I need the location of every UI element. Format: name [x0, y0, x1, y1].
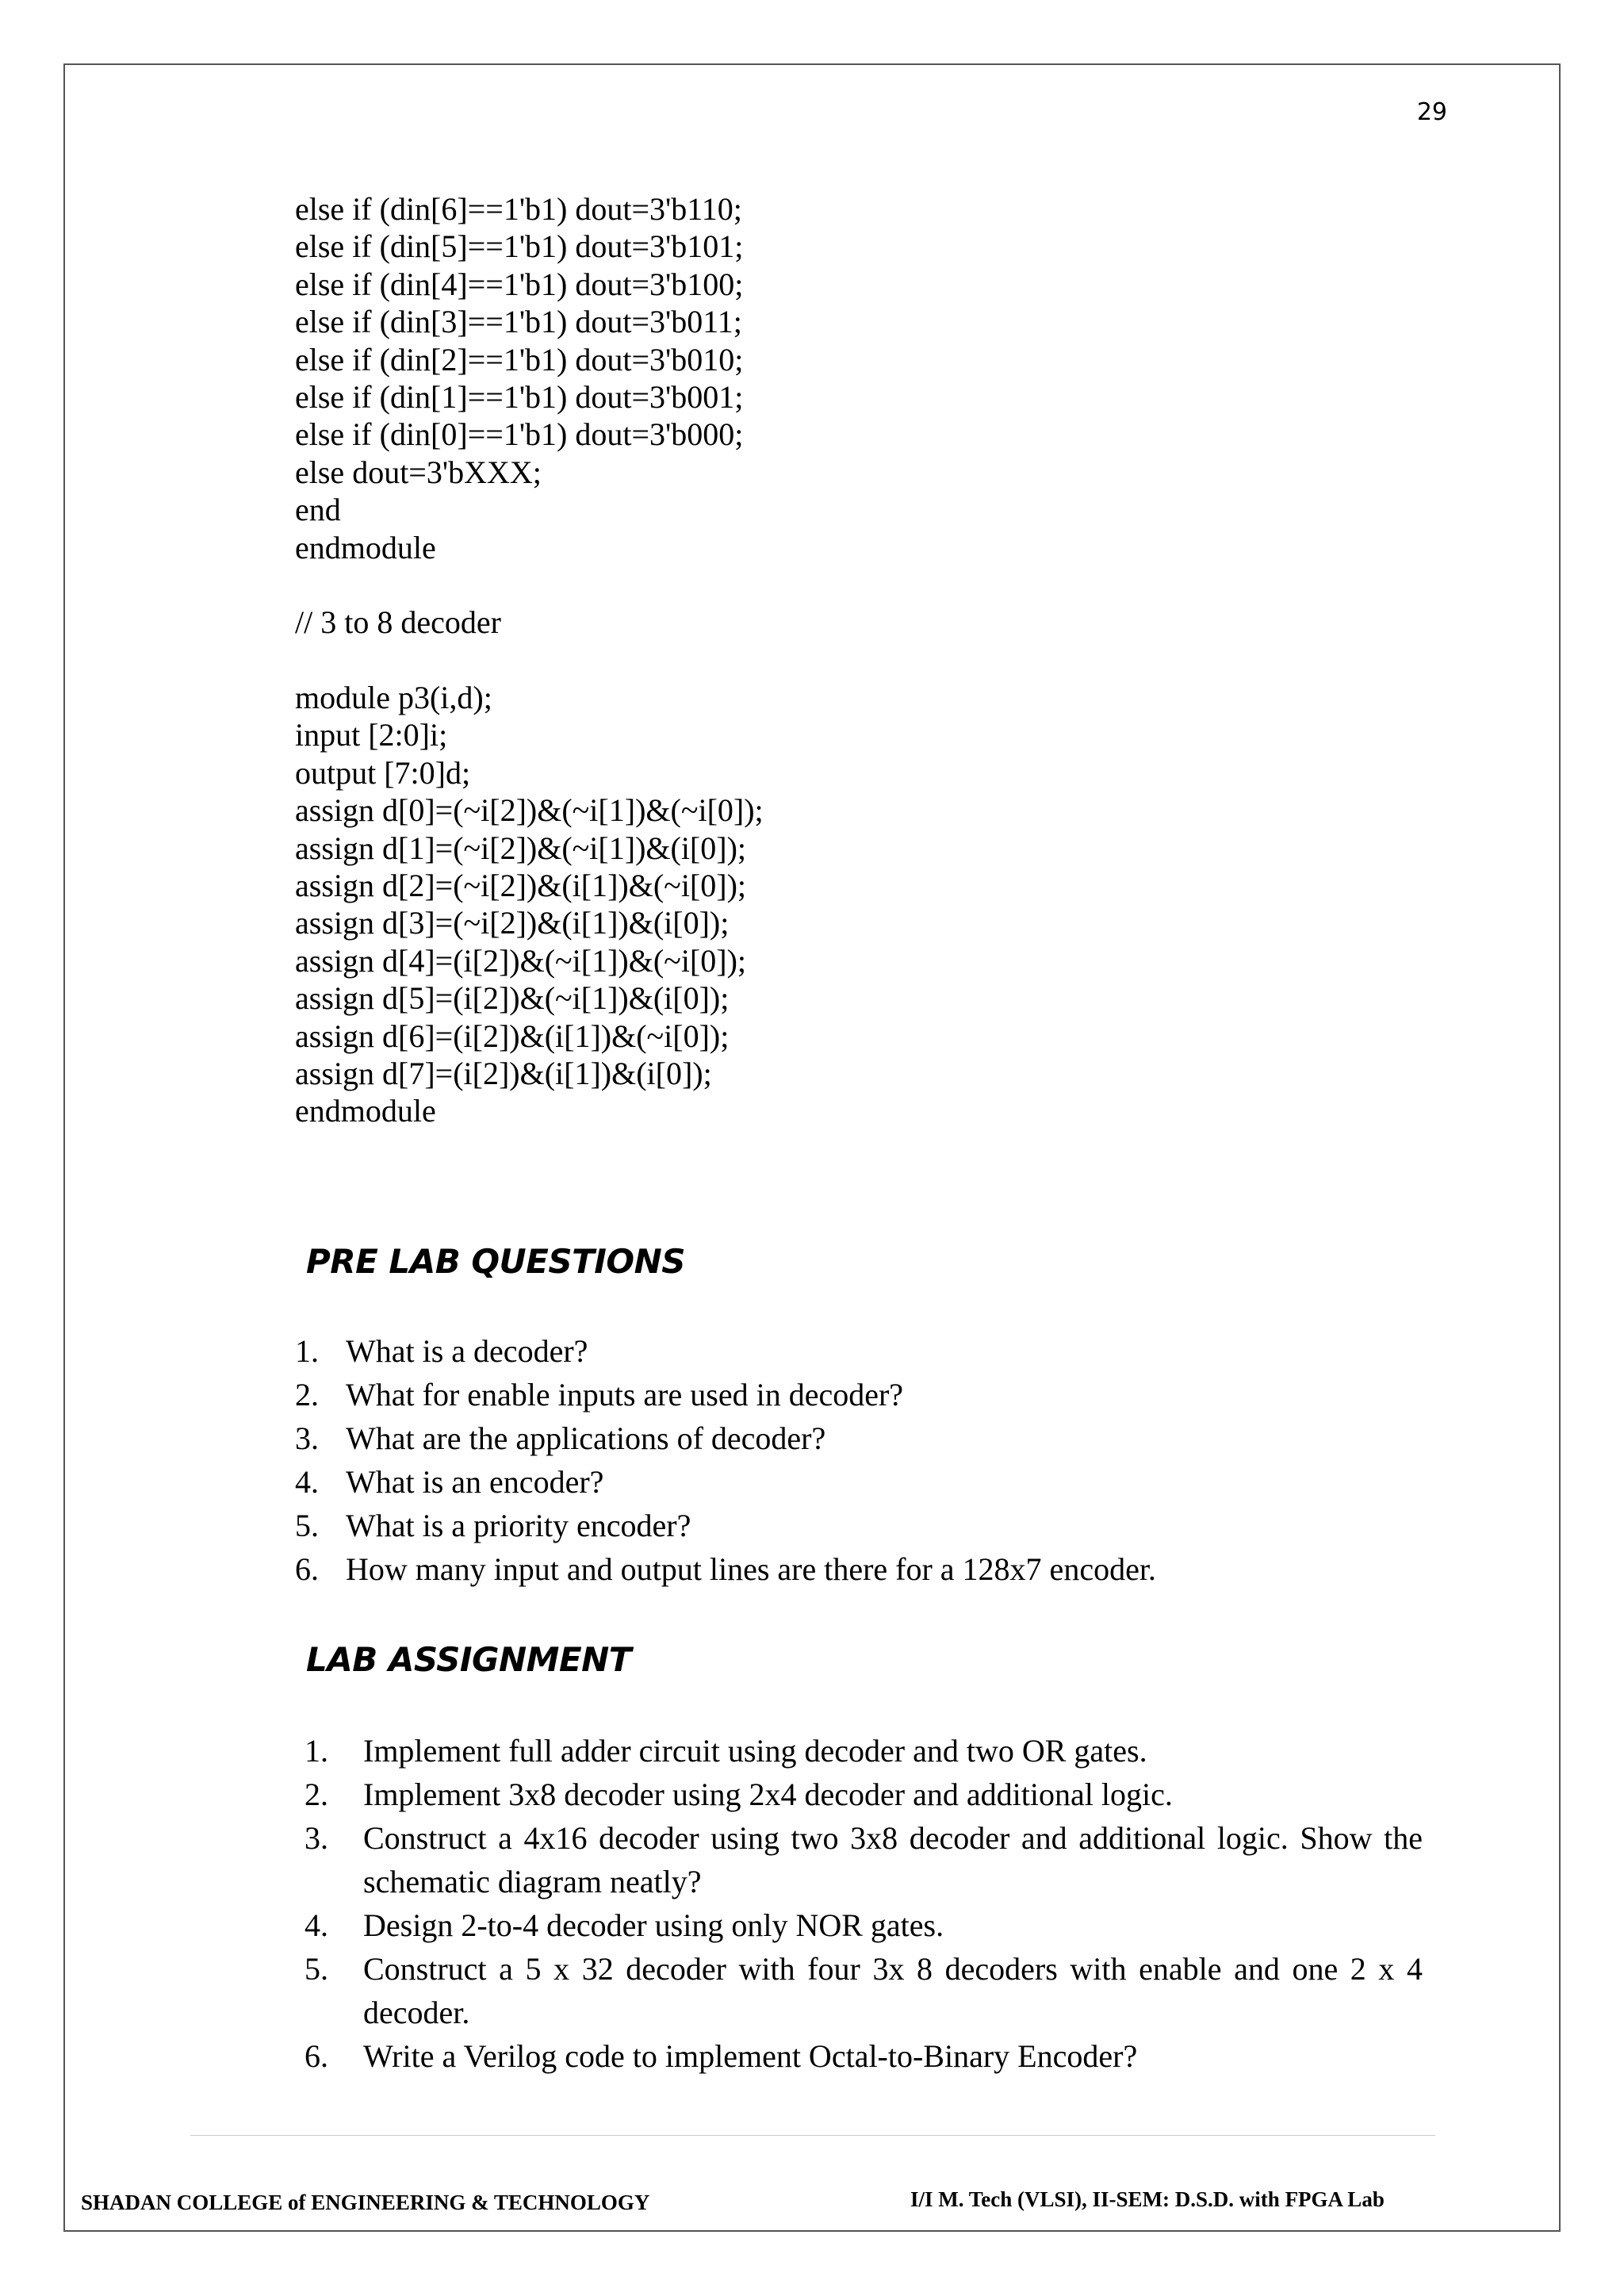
pre-lab-question-list: [295, 1329, 1421, 1591]
list-item: [295, 1329, 1421, 1373]
item-number: 3.: [304, 1820, 328, 1856]
item-number: 5.: [295, 1508, 319, 1543]
item-text: Construct a 4x16 decoder using two 3x8 decoder and additional logic. Show the schematic diagram neatly?: [363, 1820, 1423, 1899]
item-number: 1.: [304, 1733, 328, 1769]
item-text: What is a decoder?: [346, 1333, 588, 1369]
code-line: input [2:0]i;: [295, 717, 448, 753]
item-number: 1.: [295, 1333, 319, 1369]
code-line: else if (din[3]==1'b1) dout=3'b011;: [295, 304, 742, 340]
code-comment: // 3 to 8 decoder: [295, 604, 501, 641]
list-item: [304, 1773, 1423, 1816]
list-item: [295, 1460, 1421, 1504]
list-item: [304, 1947, 1423, 2034]
pre-lab-heading: PRE LAB QUESTIONS: [306, 1242, 685, 1281]
list-item: [295, 1504, 1421, 1547]
code-line: else if (din[0]==1'b1) dout=3'b000;: [295, 416, 744, 453]
item-number: 4.: [295, 1464, 319, 1500]
list-item: [295, 1373, 1421, 1416]
code-line: else if (din[6]==1'b1) dout=3'b110;: [295, 191, 742, 227]
code-line: endmodule: [295, 1093, 436, 1129]
code-line: endmodule: [295, 529, 436, 565]
list-item: [295, 1547, 1421, 1591]
list-item: [304, 1816, 1423, 1903]
code-line: module p3(i,d);: [295, 680, 492, 716]
list-item: [304, 2034, 1423, 2078]
code-line: else if (din[5]==1'b1) dout=3'b101;: [295, 228, 744, 265]
code-listing: [295, 190, 1405, 1130]
code-line: else if (din[2]==1'b1) dout=3'b010;: [295, 341, 744, 378]
item-text: What is a priority encoder?: [346, 1508, 691, 1543]
code-line: assign d[2]=(~i[2])&(i[1])&(~i[0]);: [295, 868, 747, 904]
item-text: Write a Verilog code to implement Octal-to-Binary Encoder?: [363, 2038, 1138, 2074]
list-item: [304, 1903, 1423, 1947]
item-text: What is an encoder?: [346, 1464, 604, 1500]
item-text: How many input and output lines are there for a 128x7 encoder.: [346, 1551, 1156, 1587]
item-text: Design 2-to-4 decoder using only NOR gates.: [363, 1907, 944, 1943]
code-line: else if (din[1]==1'b1) dout=3'b001;: [295, 378, 744, 415]
code-line: output [7:0]d;: [295, 754, 471, 791]
item-number: 2.: [304, 1777, 328, 1812]
item-text: Implement full adder circuit using decoder and two OR gates.: [363, 1733, 1147, 1769]
item-number: 3.: [295, 1420, 319, 1456]
lab-assignment-list: [304, 1729, 1423, 2078]
page-number: 29: [1416, 98, 1447, 126]
item-text: Construct a 5 x 32 decoder with four 3x 8 decoders with enable and one 2 x 4 decoder.: [363, 1951, 1423, 2030]
footer-divider: [190, 2135, 1435, 2136]
item-number: 6.: [304, 2038, 328, 2074]
code-line: assign d[3]=(~i[2])&(i[1])&(i[0]);: [295, 905, 730, 941]
list-item: [295, 1416, 1421, 1460]
code-line: else if (din[4]==1'b1) dout=3'b100;: [295, 266, 744, 302]
code-line: end: [295, 492, 341, 528]
item-number: 6.: [295, 1551, 319, 1587]
lab-assignment-heading: LAB ASSIGNMENT: [306, 1640, 631, 1679]
item-text: Implement 3x8 decoder using 2x4 decoder and additional logic.: [363, 1777, 1173, 1812]
item-text: What for enable inputs are used in decoder?: [346, 1377, 904, 1412]
code-line: assign d[0]=(~i[2])&(~i[1])&(~i[0]);: [295, 792, 764, 829]
code-line: assign d[1]=(~i[2])&(~i[1])&(i[0]);: [295, 830, 747, 866]
code-line: assign d[5]=(i[2])&(~i[1])&(i[0]);: [295, 980, 730, 1017]
code-line: assign d[6]=(i[2])&(i[1])&(~i[0]);: [295, 1018, 730, 1054]
footer-course-info: I/I M. Tech (VLSI), II-SEM: D.S.D. with FPGA Lab: [910, 2187, 1385, 2211]
code-line: else dout=3'bXXX;: [295, 454, 542, 490]
item-number: 2.: [295, 1377, 319, 1412]
code-line: assign d[4]=(i[2])&(~i[1])&(~i[0]);: [295, 942, 747, 979]
item-number: 4.: [304, 1907, 328, 1943]
code-line: assign d[7]=(i[2])&(i[1])&(i[0]);: [295, 1055, 712, 1091]
item-text: What are the applications of decoder?: [346, 1420, 826, 1456]
footer-college-name: SHADAN COLLEGE of ENGINEERING & TECHNOLOGY: [81, 2191, 650, 2214]
item-number: 5.: [304, 1951, 328, 1987]
list-item: [304, 1729, 1423, 1773]
